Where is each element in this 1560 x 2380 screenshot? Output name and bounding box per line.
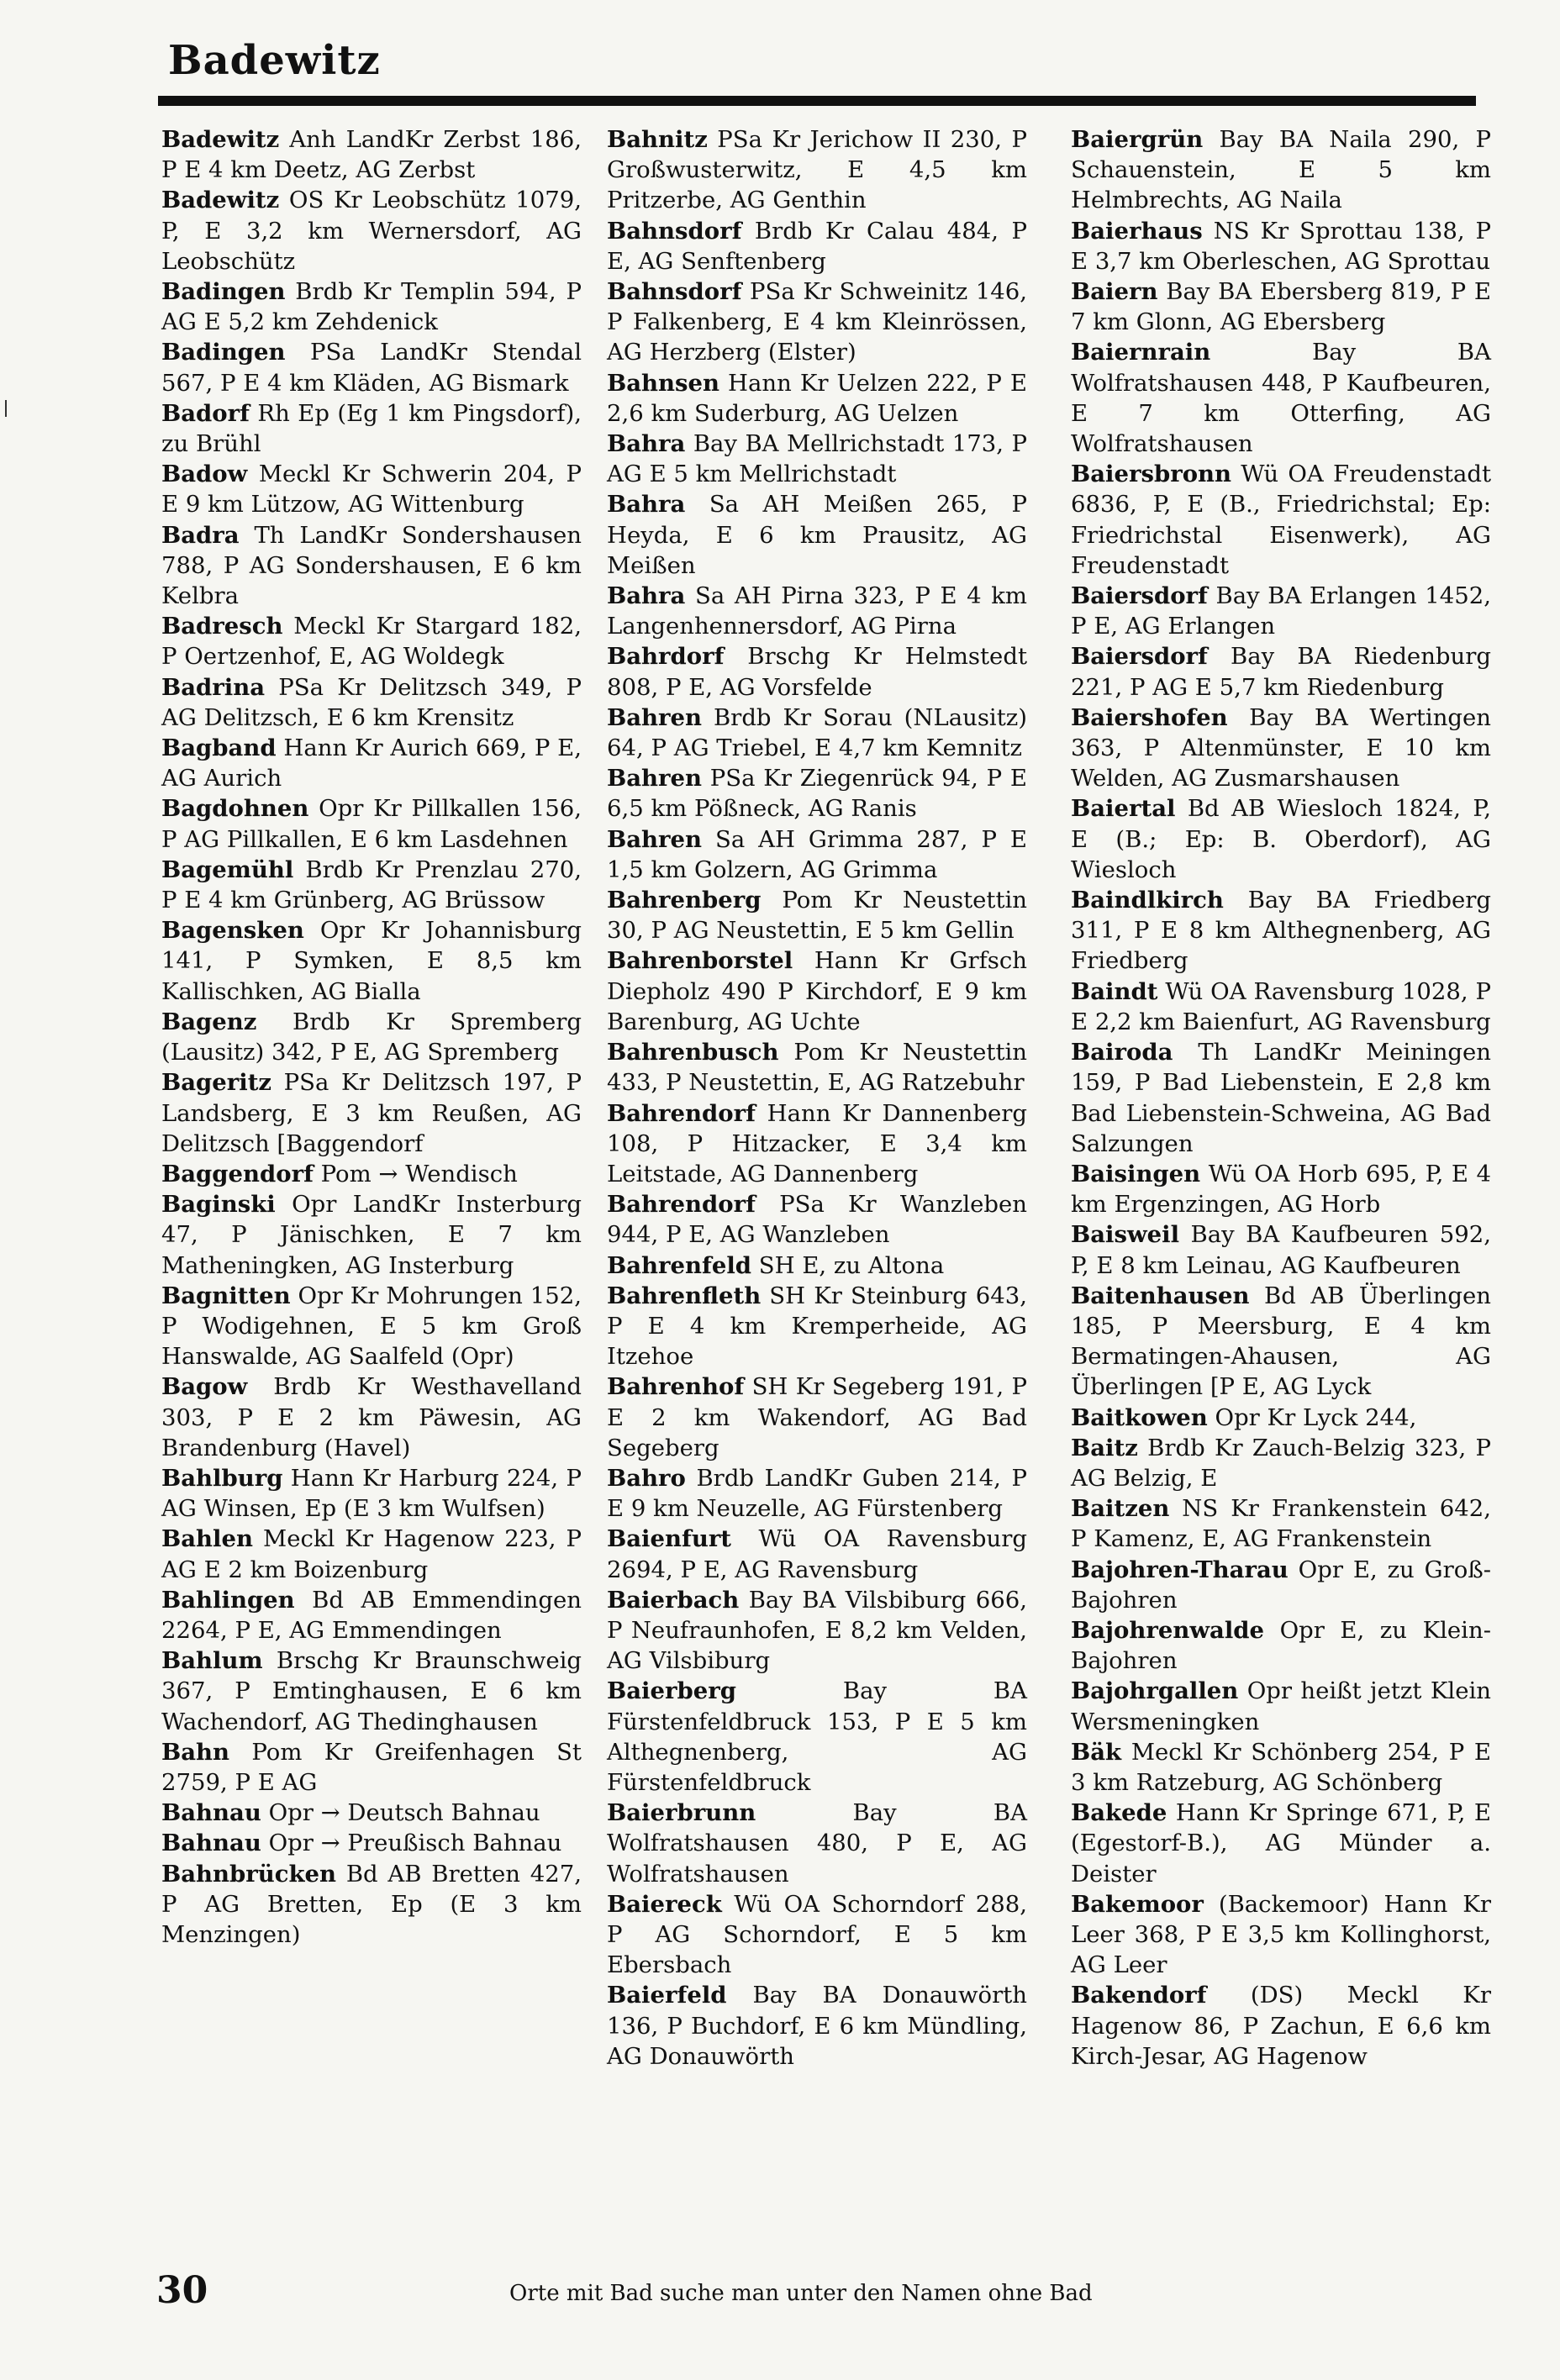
entry-details: Brdb Kr Prenzlau 270, P E 4 km Grünberg, AG Brüssow (161, 856, 582, 914)
entry-placename: Bajohren-Tharau (1071, 1556, 1289, 1583)
gazetteer-entry (607, 429, 1027, 489)
gazetteer-entry (161, 1524, 582, 1584)
gazetteer-entry (1071, 1281, 1491, 1403)
entry-details: Brschg Kr Helmstedt 808, P E, AG Vorsfelde (607, 643, 1027, 701)
entry-details: Bay BA Donauwörth 136, P Buchdorf, E 6 km Mündling, AG Donauwörth (607, 1982, 1027, 2070)
entry-placename: Bahnsdorf (607, 217, 742, 245)
gazetteer-entry (1071, 1676, 1491, 1736)
entry-details: PSa LandKr Stendal 567, P E 4 km Kläden, AG Bismark (161, 339, 582, 397)
entry-details: Brschg Kr Braunschweig 367, P Emtinghausen, E 6 km Wachendorf, AG Thedinghausen (161, 1647, 582, 1735)
entry-details: PSa Kr Ziegenrück 94, P E 6,5 km Pößneck, AG Ranis (607, 765, 1027, 823)
gazetteer-entry (161, 520, 582, 612)
gazetteer-entry (607, 1463, 1027, 1524)
entry-placename: Baiersdorf (1071, 582, 1208, 610)
entry-details: Hann Kr Uelzen 222, P E 2,6 km Suderburg, AG Uelzen (607, 369, 1027, 427)
gazetteer-entry (1071, 641, 1491, 702)
gazetteer-entry (607, 1281, 1027, 1372)
entry-placename: Baggendorf (161, 1160, 314, 1187)
entry-placename: Baierbach (607, 1586, 740, 1614)
entry-details: Pom → Wendisch (313, 1160, 518, 1187)
entry-details: Wü OA Schorndorf 288, P AG Schorndorf, E 5 km Ebersbach (607, 1890, 1027, 1979)
entry-placename: Bagnitten (161, 1282, 291, 1309)
entry-details: Pom Kr Neustettin 30, P AG Neustettin, E 5 km Gellin (607, 887, 1027, 945)
gazetteer-entry (1071, 1403, 1491, 1433)
entry-placename: Baindlkirch (1071, 887, 1224, 914)
entry-placename: Bagenz (161, 1008, 257, 1035)
entry-placename: Bagemühl (161, 856, 294, 883)
gazetteer-entry (161, 733, 582, 793)
entry-details: Opr → Deutsch Bahnau (261, 1799, 540, 1827)
entry-details: Anh LandKr Zerbst 186, P E 4 km Deetz, AG Zerbst (161, 126, 582, 184)
entry-details: Bay BA Erlangen 1452, P E, AG Erlangen (1071, 582, 1491, 640)
entry-details: Opr E, zu Klein-Bajohren (1071, 1616, 1491, 1675)
gazetteer-entry (161, 1859, 582, 1951)
entry-placename: Bakede (1071, 1799, 1167, 1827)
entry-placename: Bagensken (161, 917, 304, 945)
gazetteer-entry (1071, 1889, 1491, 1981)
entry-details: Sa AH Meißen 265, P Heyda, E 6 km Prausitz, AG Meißen (607, 491, 1027, 579)
entry-placename: Baiersbronn (1071, 461, 1232, 488)
entry-details: Bay BA Friedberg 311, P E 8 km Althegnenberg, AG Friedberg (1071, 887, 1491, 975)
gazetteer-entry (1071, 977, 1491, 1037)
gazetteer-entry (607, 1372, 1027, 1463)
entry-placename: Bahren (607, 825, 703, 853)
entry-placename: Bakendorf (1071, 1982, 1207, 2009)
header-rule (158, 96, 1476, 106)
column-2 (607, 124, 1027, 2072)
entry-placename: Bäk (1071, 1738, 1122, 1766)
entry-details: Meckl Kr Schönberg 254, P E 3 km Ratzeburg, AG Schönberg (1071, 1738, 1491, 1796)
gazetteer-entry (607, 763, 1027, 824)
entry-placename: Bairoda (1071, 1039, 1173, 1066)
entry-placename: Badresch (161, 613, 283, 640)
gazetteer-entry (1071, 703, 1491, 794)
entry-placename: Baiersdorf (1071, 643, 1208, 671)
entry-placename: Badra (161, 521, 240, 549)
entry-placename: Bahlen (161, 1525, 253, 1553)
gazetteer-entry (607, 1980, 1027, 2072)
entry-placename: Baginski (161, 1191, 276, 1219)
gazetteer-entry (161, 1463, 582, 1524)
entry-details: Opr → Preußisch Bahnau (261, 1830, 562, 1857)
entry-placename: Bahrenfleth (607, 1282, 762, 1309)
gazetteer-entry (607, 489, 1027, 581)
entry-details: Wü OA Ravensburg 1028, P E 2,2 km Baienfurt, AG Ravensburg (1071, 977, 1491, 1035)
entry-placename: Bahnau (161, 1799, 261, 1827)
gazetteer-entry (1071, 1159, 1491, 1219)
entry-placename: Badewitz (161, 126, 280, 153)
entry-details: Brdb Kr Spremberg (Lausitz) 342, P E, AG Spremberg (161, 1008, 582, 1066)
entry-details: PSa Kr Jerichow II 230, P Großwusterwitz, E 4,5 km Pritzerbe, AG Genthin (607, 126, 1027, 214)
entry-details: Wü OA Horb 695, P, E 4 km Ergenzingen, AG Horb (1071, 1160, 1491, 1219)
gazetteer-entry (161, 124, 582, 185)
gazetteer-entry (1071, 1037, 1491, 1159)
gazetteer-entry (161, 611, 582, 671)
entry-details: Bay BA Kaufbeuren 592, P, E 8 km Leinau, AG Kaufbeuren (1071, 1221, 1491, 1279)
entry-placename: Baiershofen (1071, 703, 1228, 731)
entry-placename: Bahrenhof (607, 1373, 745, 1401)
entry-placename: Bagow (161, 1373, 248, 1401)
entry-placename: Badingen (161, 339, 286, 366)
gazetteer-entry (607, 1676, 1027, 1798)
gazetteer-entry (161, 1737, 582, 1798)
entry-placename: Baiertal (1071, 795, 1176, 823)
entry-details: OS Kr Leobschütz 1079, P, E 3,2 km Wernersdorf, AG Leobschütz (161, 187, 582, 275)
gazetteer-entry (161, 276, 582, 337)
entry-placename: Baisweil (1071, 1221, 1180, 1249)
entry-details: Th LandKr Meiningen 159, P Bad Liebenstein, E 2,8 km Bad Liebenstein-Schweina, AG Bad Salzungen (1071, 1039, 1491, 1157)
entry-placename: Bahlburg (161, 1464, 283, 1492)
entry-details: PSa Kr Schweinitz 146, P Falkenberg, E 4 km Kleinrössen, AG Herzberg (Elster) (607, 278, 1027, 366)
entry-details: Hann Kr Aurich 669, P E, AG Aurich (161, 735, 582, 792)
entry-details: Opr Kr Lyck 244, (1207, 1403, 1417, 1431)
gazetteer-entry (607, 885, 1027, 945)
gazetteer-entry (161, 793, 582, 854)
entry-placename: Baiern (1071, 278, 1158, 306)
entry-placename: Baiernrain (1071, 339, 1211, 366)
entry-placename: Bahren (607, 703, 703, 731)
gazetteer-entry (1071, 337, 1491, 459)
gazetteer-entry (607, 945, 1027, 1037)
entry-details: Brdb LandKr Guben 214, P E 9 km Neuzelle, AG Fürstenberg (607, 1464, 1027, 1523)
gazetteer-entry (607, 581, 1027, 641)
entry-placename: Baitz (1071, 1434, 1138, 1461)
gazetteer-entry (607, 216, 1027, 276)
entry-details: Hann Kr Springe 671, P, E (Egestorf-B.), AG Münder a. Deister (1071, 1799, 1491, 1888)
entry-placename: Bajohrgallen (1071, 1677, 1239, 1705)
entry-details: Opr E, zu Groß-Bajohren (1071, 1556, 1491, 1614)
entry-details: Bd AB Überlingen 185, P Meersburg, E 4 km Bermatingen-Ahausen, AG Überlingen [P E, AG Lyck (1071, 1282, 1491, 1401)
entry-placename: Bahra (607, 491, 686, 519)
entry-placename: Bahnsdorf (607, 278, 742, 306)
entry-details: (DS) Meckl Kr Hagenow 86, P Zachun, E 6,6 km Kirch-Jesar, AG Hagenow (1071, 1982, 1491, 2070)
entry-details: Bay BA Riedenburg 221, P AG E 5,7 km Riedenburg (1071, 643, 1491, 701)
entry-placename: Bahlum (161, 1647, 263, 1675)
gazetteer-entry (161, 1798, 582, 1828)
running-head: Badewitz (168, 37, 381, 84)
entry-details: Hann Kr Grfsch Diepholz 490 P Kirchdorf, E 9 km Barenburg, AG Uchte (607, 947, 1027, 1035)
entry-placename: Badow (161, 461, 248, 488)
entry-details: Brdb Kr Calau 484, P E, AG Senftenberg (607, 217, 1027, 275)
gazetteer-entry (1071, 216, 1491, 276)
gazetteer-entry (607, 124, 1027, 216)
entry-placename: Bahrenborstel (607, 947, 793, 975)
gazetteer-entry (1071, 276, 1491, 337)
entry-details: Brdb Kr Sorau (NLausitz) 64, P AG Triebel, E 4,7 km Kemnitz (607, 703, 1027, 762)
gazetteer-entry (607, 368, 1027, 429)
column-3 (1071, 124, 1491, 2072)
entry-placename: Badingen (161, 278, 286, 306)
entry-details: Bay BA Fürstenfeldbruck 153, P E 5 km Althegnenberg, AG Fürstenfeldbruck (607, 1677, 1027, 1796)
gazetteer-entry (161, 1372, 582, 1463)
gazetteer-entry (1071, 459, 1491, 581)
footer-note: Orte mit Bad suche man unter den Namen ohne Bad (509, 2281, 1093, 2306)
gazetteer-entry (607, 1585, 1027, 1677)
entry-details: Th LandKr Sondershausen 788, P AG Sondershausen, E 6 km Kelbra (161, 521, 582, 610)
gazetteer-entry (607, 1098, 1027, 1190)
gazetteer-entry (607, 1037, 1027, 1098)
gazetteer-entry (161, 1189, 582, 1281)
column-1 (161, 124, 582, 1950)
entry-details: PSa Kr Delitzsch 349, P AG Delitzsch, E 6 km Krensitz (161, 673, 582, 731)
entry-details: Wü OA Ravensburg 2694, P E, AG Ravensburg (607, 1525, 1027, 1583)
gazetteer-entry (1071, 581, 1491, 641)
gazetteer-entry (1071, 885, 1491, 977)
entry-placename: Baitenhausen (1071, 1282, 1250, 1309)
entry-placename: Bagband (161, 735, 277, 762)
entry-placename: Bahnsen (607, 369, 720, 397)
gazetteer-entry (161, 1828, 582, 1858)
gazetteer-entry (161, 672, 582, 733)
entry-details: Brdb Kr Templin 594, P AG E 5,2 km Zehdenick (161, 278, 582, 336)
entry-placename: Badewitz (161, 187, 280, 214)
entry-placename: Bahro (607, 1464, 686, 1492)
entry-placename: Bahrdorf (607, 643, 725, 671)
entry-placename: Baierberg (607, 1677, 736, 1705)
entry-placename: Baierhaus (1071, 217, 1203, 245)
entry-details: Meckl Kr Hagenow 223, P AG E 2 km Boizenburg (161, 1525, 582, 1583)
entry-details: Opr Kr Pillkallen 156, P AG Pillkallen, E 6 km Lasdehnen (161, 795, 582, 853)
entry-details: PSa Kr Delitzsch 197, P Landsberg, E 3 km Reußen, AG Delitzsch [Baggendorf (161, 1069, 582, 1157)
gazetteer-entry (607, 824, 1027, 885)
entry-details: Opr Kr Johannisburg 141, P Symken, E 8,5 km Kallischken, AG Bialla (161, 917, 582, 1005)
entry-details: Hann Kr Harburg 224, P AG Winsen, Ep (E 3 km Wulfsen) (161, 1464, 582, 1523)
entry-details: Bay BA Ebersberg 819, P E 7 km Glonn, AG Ebersberg (1071, 278, 1491, 336)
entry-details: Opr LandKr Insterburg 47, P Jänischken, E 7 km Matheningken, AG Insterburg (161, 1191, 582, 1279)
gazetteer-entry (607, 1889, 1027, 1981)
entry-details: Bay BA Vilsbiburg 666, P Neufraunhofen, E 8,2 km Velden, AG Vilsbiburg (607, 1586, 1027, 1675)
page-number: 30 (156, 2269, 208, 2312)
entry-placename: Bahlingen (161, 1586, 295, 1614)
gazetteer-entry (607, 276, 1027, 368)
entry-details: Bay BA Mellrichstadt 173, P AG E 5 km Mellrichstadt (607, 430, 1027, 488)
entry-details: Brdb Kr Westhavelland 303, P E 2 km Päwesin, AG Brandenburg (Havel) (161, 1373, 582, 1461)
entry-placename: Bahnau (161, 1830, 261, 1857)
gazetteer-entry (607, 703, 1027, 763)
entry-details: Hann Kr Dannenberg 108, P Hitzacker, E 3,4 km Leitstade, AG Dannenberg (607, 1099, 1027, 1187)
gazetteer-entry (161, 1067, 582, 1159)
entry-details: Brdb Kr Zauch-Belzig 323, P AG Belzig, E (1071, 1434, 1491, 1492)
entry-placename: Bageritz (161, 1069, 272, 1097)
gazetteer-entry (161, 1281, 582, 1372)
entry-details: Wü OA Freudenstadt 6836, P, E (B., Friedrichstal; Ep: Friedrichstal Eisenwerk), AG Freudenstadt (1071, 461, 1491, 579)
entry-placename: Baiereck (607, 1890, 722, 1918)
entry-placename: Badrina (161, 673, 266, 701)
entry-placename: Bahn (161, 1738, 230, 1766)
entry-details: Bay BA Wertingen 363, P Altenmünster, E 10 km Welden, AG Zusmarshausen (1071, 703, 1491, 792)
entry-details: Meckl Kr Schwerin 204, P E 9 km Lützow, AG Wittenburg (161, 461, 582, 519)
entry-placename: Bahnbrücken (161, 1860, 337, 1888)
gazetteer-entry (161, 1585, 582, 1645)
gazetteer-entry (1071, 1493, 1491, 1554)
entry-details: Sa AH Grimma 287, P E 1,5 km Golzern, AG Grimma (607, 825, 1027, 883)
entry-placename: Baitzen (1071, 1495, 1170, 1523)
entry-details: Sa AH Pirna 323, P E 4 km Langenhennersdorf, AG Pirna (607, 582, 1027, 640)
entry-details: SH E, zu Altona (751, 1251, 945, 1279)
gazetteer-entry (1071, 1219, 1491, 1280)
entry-placename: Bagdohnen (161, 795, 309, 823)
entry-placename: Bahnitz (607, 126, 708, 153)
gazetteer-entry (161, 915, 582, 1007)
gazetteer-entry (607, 1189, 1027, 1250)
margin-mark (5, 400, 7, 417)
gazetteer-entry (161, 1645, 582, 1737)
gazetteer-entry (1071, 1737, 1491, 1798)
entry-placename: Baiergrün (1071, 126, 1204, 153)
gazetteer-entry (1071, 793, 1491, 885)
entry-details: NS Kr Frankenstein 642, P Kamenz, E, AG Frankenstein (1071, 1495, 1491, 1553)
entry-placename: Bahrenberg (607, 887, 762, 914)
entry-placename: Bakemoor (1071, 1890, 1204, 1918)
entry-details: Rh Ep (Eg 1 km Pingsdorf), zu Brühl (161, 399, 582, 458)
entry-details: Bay BA Naila 290, P Schauenstein, E 5 km Helmbrechts, AG Naila (1071, 126, 1491, 214)
gazetteer-entry (161, 855, 582, 915)
gazetteer-entry (161, 398, 582, 459)
entry-placename: Bahra (607, 430, 686, 458)
entry-placename: Bahrenfeld (607, 1251, 752, 1279)
gazetteer-entry (1071, 1980, 1491, 2072)
entry-details: Pom Kr Greifenhagen St 2759, P E AG (161, 1738, 582, 1796)
entry-details: SH Kr Steinburg 643, P E 4 km Kremperheide, AG Itzehoe (607, 1282, 1027, 1371)
gazetteer-entry (607, 1798, 1027, 1889)
entry-placename: Baierbrunn (607, 1799, 756, 1827)
entry-details: (Backemoor) Hann Kr Leer 368, P E 3,5 km Kollinghorst, AG Leer (1071, 1890, 1491, 1979)
entry-details: PSa Kr Wanzleben 944, P E, AG Wanzleben (607, 1191, 1027, 1249)
entry-placename: Baindt (1071, 977, 1158, 1005)
entry-details: Opr Kr Mohrungen 152, P Wodigehnen, E 5 km Groß Hanswalde, AG Saalfeld (Opr) (161, 1282, 582, 1371)
entry-details: Bd AB Bretten 427, P AG Bretten, Ep (E 3 km Menzingen) (161, 1860, 582, 1948)
gazetteer-entry (161, 1007, 582, 1067)
gazetteer-entry (1071, 1615, 1491, 1676)
entry-details: Meckl Kr Stargard 182, P Oertzenhof, E, AG Woldegk (161, 613, 582, 671)
gazetteer-entry (1071, 124, 1491, 216)
entry-placename: Bahra (607, 582, 686, 610)
gazetteer-entry (607, 1524, 1027, 1584)
gazetteer-entry (161, 1159, 582, 1189)
gazetteer-entry (607, 641, 1027, 702)
entry-details: Opr heißt jetzt Klein Wersmeningken (1071, 1677, 1491, 1735)
gazetteer-entry (161, 185, 582, 276)
gazetteer-entry (161, 337, 582, 398)
gazetteer-entry (1071, 1555, 1491, 1615)
entry-details: SH Kr Segeberg 191, P E 2 km Wakendorf, AG Bad Segeberg (607, 1373, 1027, 1461)
entry-placename: Bajohrenwalde (1071, 1616, 1264, 1644)
gazetteer-entry (1071, 1433, 1491, 1493)
entry-placename: Badorf (161, 399, 250, 427)
gazetteer-entry (1071, 1798, 1491, 1889)
entry-placename: Baienfurt (607, 1525, 732, 1553)
entry-placename: Bahrendorf (607, 1099, 756, 1127)
entry-placename: Bahrendorf (607, 1191, 756, 1219)
entry-placename: Baisingen (1071, 1160, 1201, 1187)
gazetteer-entry (607, 1251, 1027, 1281)
entry-details: Bay BA Wolfratshausen 448, P Kaufbeuren, E 7 km Otterfing, AG Wolfratshausen (1071, 339, 1491, 458)
entry-placename: Baierfeld (607, 1982, 727, 2009)
entry-placename: Bahren (607, 765, 703, 792)
entry-details: Bd AB Wiesloch 1824, P, E (B.; Ep: B. Oberdorf), AG Wiesloch (1071, 795, 1491, 883)
entry-placename: Baitkowen (1071, 1403, 1208, 1431)
entry-details: NS Kr Sprottau 138, P E 3,7 km Oberleschen, AG Sprottau (1071, 217, 1491, 275)
entry-details: Bay BA Wolfratshausen 480, P E, AG Wolfratshausen (607, 1799, 1027, 1888)
entry-details: Bd AB Emmendingen 2264, P E, AG Emmendingen (161, 1586, 582, 1644)
gazetteer-entry (161, 459, 582, 519)
entry-details: Pom Kr Neustettin 433, P Neustettin, E, AG Ratzebuhr (607, 1039, 1027, 1097)
entry-placename: Bahrenbusch (607, 1039, 779, 1066)
